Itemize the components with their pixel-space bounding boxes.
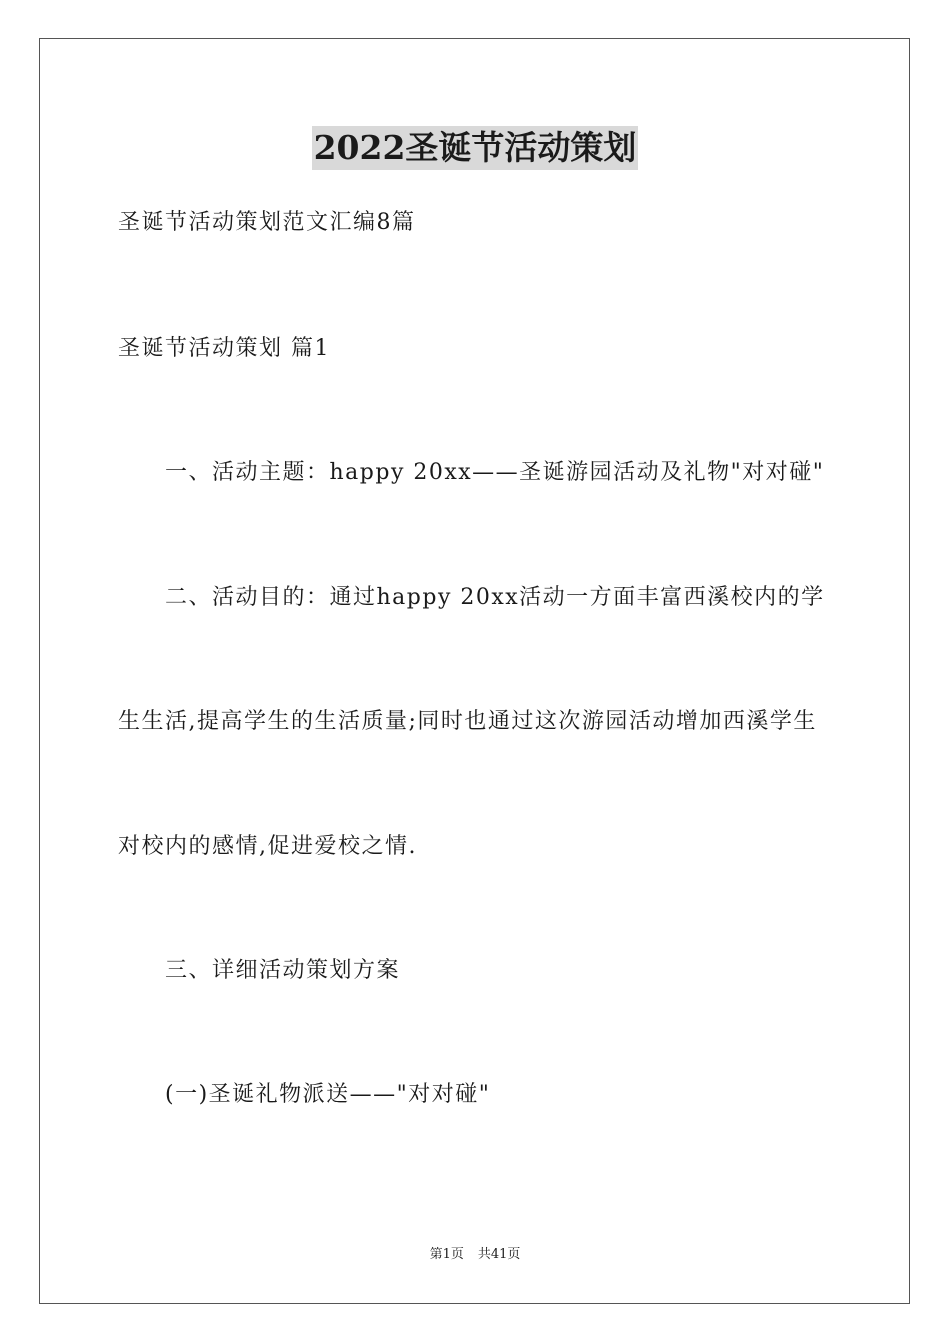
section-heading: 圣诞节活动策划 篇1 xyxy=(118,336,330,361)
page-footer xyxy=(0,1246,950,1264)
paragraph-gift-heading: (一)圣诞礼物派送——"对对碰" xyxy=(165,1082,491,1107)
paragraph-purpose-end: 对校内的感情,促进爱校之情. xyxy=(118,834,417,859)
page-total: 共41页 xyxy=(477,1247,521,1262)
document-subtitle: 圣诞节活动策划范文汇编8篇 xyxy=(118,210,416,235)
paragraph-purpose-continued: 生生活,提高学生的生活质量;同时也通过这次游园活动增加西溪学生 xyxy=(118,709,817,734)
paragraph-plan-heading: 三、详细活动策划方案 xyxy=(165,958,401,983)
page-number: 第1页 xyxy=(429,1247,464,1262)
document-title: 2022圣诞节活动策划 xyxy=(312,126,639,170)
paragraph-theme: 一、活动主题：happy 20xx——圣诞游园活动及礼物"对对碰" xyxy=(165,460,825,485)
paragraph-purpose: 二、活动目的：通过happy 20xx活动一方面丰富西溪校内的学 xyxy=(165,585,825,610)
title-container xyxy=(0,126,950,170)
